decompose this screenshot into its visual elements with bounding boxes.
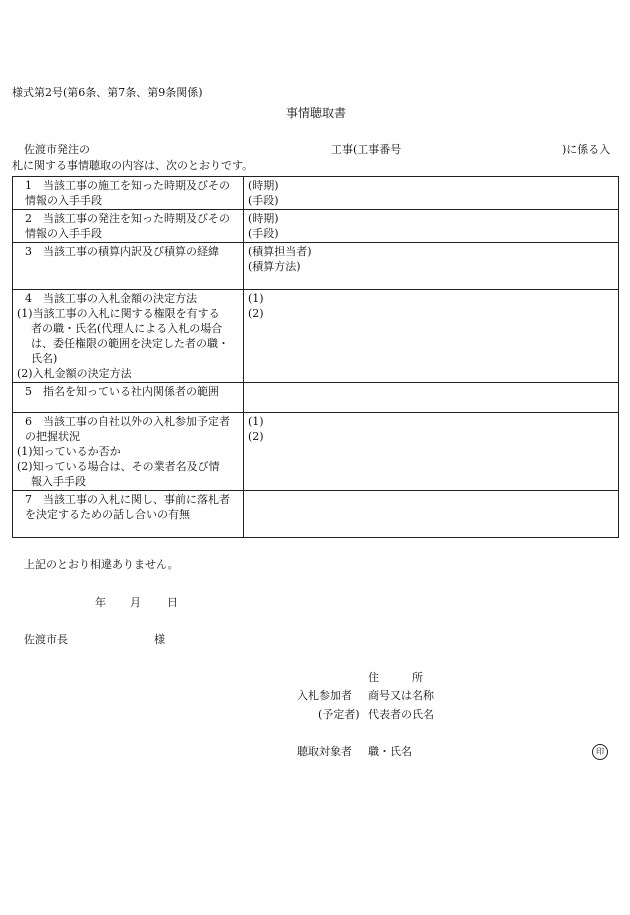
answer-cell[interactable]: (時期) (手段) [244, 210, 619, 243]
date-day: 日 [167, 596, 178, 609]
company-name-label: 商号又は名称 [368, 689, 434, 702]
inquiry-table [12, 176, 619, 538]
answer-cell[interactable] [244, 383, 619, 413]
question-cell: 5 指名を知っている社内関係者の範囲 [13, 383, 244, 413]
intro-part3: )に係る入 [562, 143, 611, 156]
question-cell: 3 当該工事の積算内訳及び積算の経緯 [13, 243, 244, 290]
table-row [13, 383, 619, 413]
question-cell: 7 当該工事の入札に関し、事前に落札者 を決定するための話し合いの有無 [13, 491, 244, 538]
date-month: 月 [130, 596, 141, 609]
answer-cell[interactable]: (積算担当者) (積算方法) [244, 243, 619, 290]
question-cell: 2 当該工事の発注を知った時期及びその 情報の入手手段 [13, 210, 244, 243]
seal-icon: 印 [592, 744, 608, 760]
table-row [13, 243, 619, 290]
table-row [13, 413, 619, 491]
table-row [13, 491, 619, 538]
answer-cell[interactable] [244, 491, 619, 538]
form-code: 様式第2号(第6条、第7条、第9条関係) [12, 86, 203, 99]
addressee-honorific: 様 [154, 633, 165, 646]
document-title: 事情聴取書 [286, 106, 347, 120]
answer-cell[interactable]: (時期) (手段) [244, 177, 619, 210]
date-year: 年 [95, 596, 106, 609]
intro-part2: 工事(工事番号 [331, 143, 402, 156]
interviewee-role: 聴取対象者 [297, 745, 352, 758]
question-cell: 6 当該工事の自社以外の入札参加予定者 の把握状況 (1)知っているか否か (2)知っている場合は、その業者名及び情 報入手手段 [13, 413, 244, 491]
table-row [13, 210, 619, 243]
address-label: 住 所 [368, 671, 423, 684]
question-cell: 4 当該工事の入札金額の決定方法 (1)当該工事の入札に関する権限を有する 者の職・氏名(代理人による入札の場合 は、委任権限の範囲を決定した者の職・ 氏名) (2)入札金額の決定方法 [13, 290, 244, 383]
closing-statement: 上記のとおり相違ありません。 [24, 558, 179, 571]
question-cell: 1 当該工事の施工を知った時期及びその 情報の入手手段 [13, 177, 244, 210]
table-row [13, 177, 619, 210]
interviewee-label: 職・氏名 [368, 745, 412, 758]
representative-label: 代表者の氏名 [368, 708, 434, 721]
addressee-name: 佐渡市長 [24, 633, 68, 646]
intro-line2: 札に関する事情聴取の内容は、次のとおりです。 [12, 159, 254, 172]
table-row [13, 290, 619, 383]
intro-part1: 佐渡市発注の [24, 143, 90, 156]
answer-cell[interactable]: (1) (2) [244, 413, 619, 491]
answer-cell[interactable]: (1) (2) [244, 290, 619, 383]
bidder-role-sub: (予定者) [318, 708, 360, 721]
seal-mark [592, 743, 608, 760]
bidder-role: 入札参加者 [297, 689, 352, 702]
